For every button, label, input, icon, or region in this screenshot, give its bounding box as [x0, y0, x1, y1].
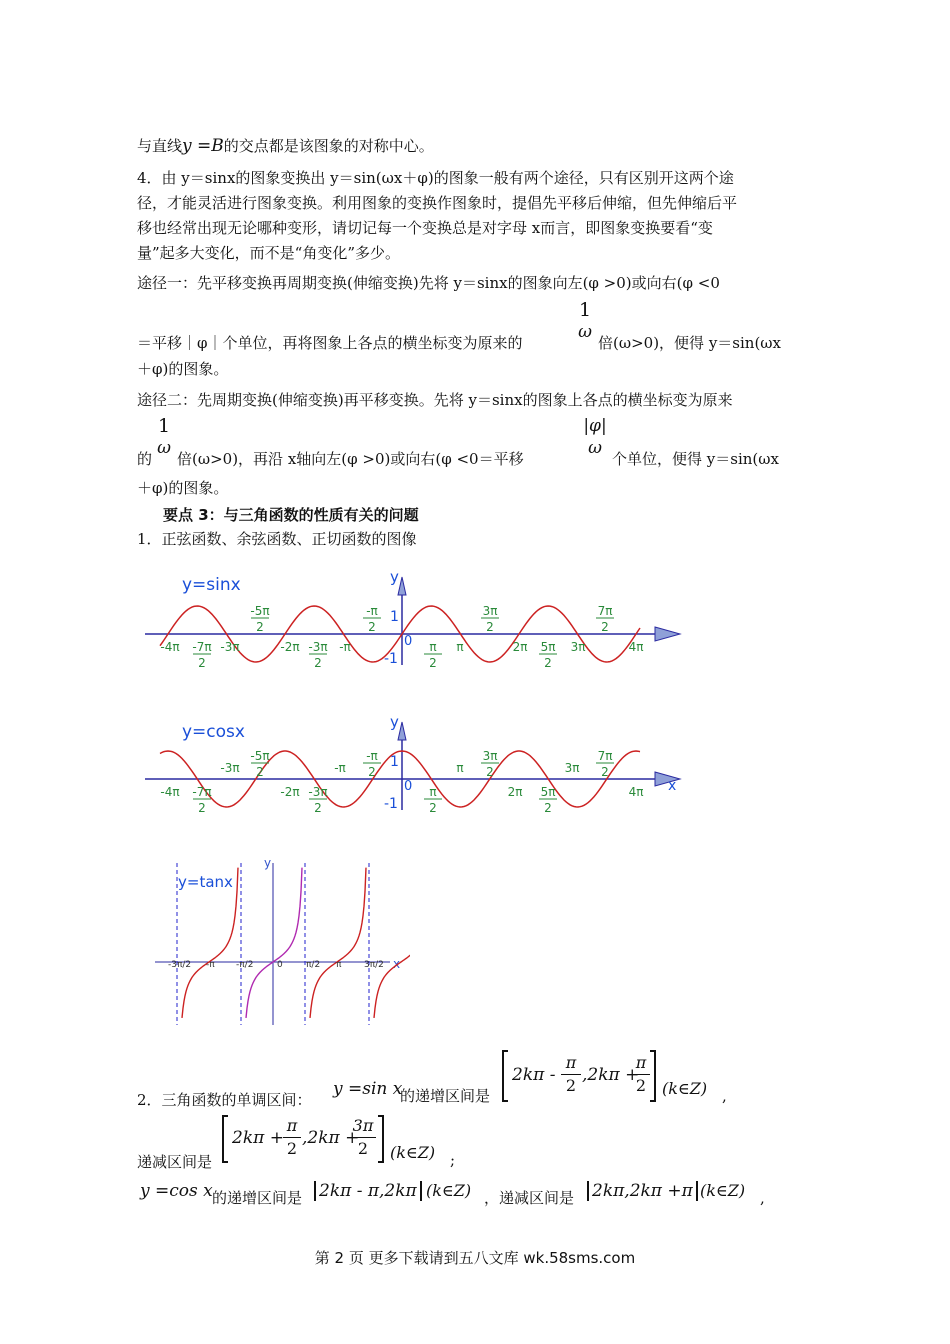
frac-den: ω	[578, 322, 592, 342]
tick-label: -4π	[160, 785, 180, 799]
item4-line1: 4．由 y＝sinx的图象变换出 y＝sin(ωx＋φ)的图象一般有两个途径，只有区别开这两个途	[137, 169, 734, 187]
tick-label: -π	[366, 749, 378, 763]
origin-label: 0	[404, 779, 413, 794]
tick-label: -7π	[192, 640, 212, 654]
y-label: y	[390, 713, 399, 731]
neg-one-label: -1	[384, 651, 398, 667]
tick-label: 3π	[564, 761, 580, 775]
semicolon: ;	[450, 1151, 456, 1169]
cos-graph	[140, 710, 700, 825]
tick-label: -3π	[308, 785, 328, 799]
tick-label: -3π	[220, 640, 240, 654]
one-label: 1	[390, 754, 399, 770]
interval-sin-inc	[502, 1050, 656, 1102]
interval-part: 2kπ +	[232, 1128, 284, 1148]
tick-label: -π	[334, 761, 346, 775]
tick-label-den: 2	[256, 765, 264, 779]
kz-1: (k∈Z)	[662, 1079, 708, 1098]
item1-text: 1．正弦函数、余弦函数、正切函数的图像	[137, 530, 417, 548]
route1-line1: 途径一：先平移变换再周期变换(伸缩变换)先将 y＝sinx的图象向左(φ >0)或向右(φ <0	[137, 274, 720, 292]
tick-label: -5π	[250, 604, 270, 618]
frac	[561, 1052, 581, 1097]
tick-label: 2π	[507, 785, 523, 799]
interval-part: ,2kπ +	[302, 1128, 360, 1148]
tan-tick: -π/2	[236, 960, 254, 970]
route2-line1: 途径二：先周期变换(伸缩变换)再平移变换。先将 y＝sinx的图象上各点的横坐标变为原来	[137, 391, 733, 409]
comma-2: ,	[760, 1189, 765, 1207]
kz-2: (k∈Z)	[390, 1143, 436, 1162]
tick-label-den: 2	[198, 801, 206, 815]
tick-label: π	[429, 785, 437, 799]
route2-line2c: 个单位，便得 y＝sin(ωx	[612, 450, 779, 468]
section-heading: 要点 3：与三角函数的性质有关的问题	[163, 506, 419, 524]
frac-num: 1	[578, 299, 592, 321]
tick-label-den: 2	[198, 656, 206, 670]
sin-label: y=sinx	[182, 575, 241, 595]
tick-label-den: 2	[486, 765, 494, 779]
frac-den: 2	[357, 1139, 369, 1158]
cos-inc: 的递增区间是	[212, 1189, 303, 1207]
page-footer: 第 2 页 更多下载请到五八文库 wk.58sms.com	[314, 1249, 636, 1267]
comma-1: ,	[722, 1087, 727, 1105]
tick-label-den: 2	[368, 620, 376, 634]
cos-dec: ，递减区间是	[484, 1189, 575, 1207]
tan-tick: π	[336, 960, 342, 970]
tick-label: π	[429, 640, 437, 654]
line1-pre: 与直线	[137, 137, 183, 155]
interval-cos-dec: 2kπ,2kπ +π	[587, 1181, 698, 1201]
tick-label: 3π	[482, 604, 498, 618]
route1-line3: ＋φ)的图象。	[137, 360, 229, 378]
route2-fraction	[153, 414, 175, 458]
tan-tick: π/2	[306, 960, 321, 970]
tick-label-den: 2	[256, 620, 264, 634]
tick-label: -2π	[280, 640, 300, 654]
item2-inc: 的递增区间是	[400, 1087, 491, 1105]
item4-line4: 量”起多大变化，而不是“角变化”多少。	[137, 244, 401, 262]
frac-den: 2	[565, 1076, 577, 1095]
tick-label-den: 2	[544, 656, 552, 670]
one-label: 1	[390, 609, 399, 625]
tan-tick: 0	[277, 960, 283, 970]
tick-label-den: 2	[601, 765, 609, 779]
tick-label-den: 2	[314, 801, 322, 815]
route2-line2b: 倍(ω>0)，再沿 x轴向左(φ >0)或向右(φ <0＝平移	[177, 450, 524, 468]
tan-tick: -3π/2	[168, 960, 192, 970]
kz-4: (k∈Z)	[700, 1181, 746, 1200]
tick-label: -4π	[160, 640, 180, 654]
interval-cos-inc: 2kπ - π,2kπ	[314, 1181, 422, 1201]
interval-sin-dec	[222, 1115, 384, 1163]
origin-label: 0	[404, 634, 413, 649]
tick-label: -3π	[308, 640, 328, 654]
tick-label: π	[456, 640, 464, 654]
text-line-1	[137, 136, 434, 156]
tan-tick: -π	[206, 960, 215, 970]
item4-line3: 移也经常出现无论哪种变形，请切记每一个变换总是对字母 x而言，即图象变换要看“变	[137, 219, 713, 237]
tick-label: π	[456, 761, 464, 775]
tick-label-den: 2	[368, 765, 376, 779]
y-label: y	[264, 856, 272, 870]
x-arrow-icon	[655, 627, 680, 641]
tick-label: -π	[366, 604, 378, 618]
route1-fraction	[574, 298, 596, 342]
tick-label-den: 2	[601, 620, 609, 634]
frac-num: 3π	[350, 1115, 376, 1138]
tan-branch	[246, 868, 302, 1018]
route2-fraction-phi	[579, 414, 611, 458]
frac	[283, 1115, 301, 1160]
route2-line3: ＋φ)的图象。	[137, 479, 229, 497]
tick-label: 4π	[628, 640, 644, 654]
item4-line2: 径，才能灵活进行图象变换。利用图象的变换作图象时，提倡先平移后伸缩，但先伸缩后平	[137, 194, 738, 212]
tick-label: 5π	[540, 640, 556, 654]
tick-label-den: 2	[429, 801, 437, 815]
tick-label: -7π	[192, 785, 212, 799]
neg-one-label: -1	[384, 796, 398, 812]
tick-label: -π	[339, 640, 351, 654]
x-label: x	[668, 778, 677, 794]
tick-label-den: 2	[544, 801, 552, 815]
tick-label: 3π	[570, 640, 586, 654]
cos-label: y=cosx	[182, 722, 245, 742]
tan-graph	[150, 855, 410, 1030]
fn-sin: y =sin x	[333, 1079, 403, 1099]
kz-3: (k∈Z)	[426, 1181, 472, 1200]
route1-line2: ＝平移｜φ｜个单位，再将图象上各点的横坐标变为原来的	[137, 334, 523, 352]
sin-graph	[140, 565, 700, 680]
tick-label: 2π	[512, 640, 528, 654]
tan-tick: 3π/2	[364, 960, 384, 970]
tick-label-den: 2	[429, 656, 437, 670]
tan-branch	[374, 868, 410, 1018]
frac	[632, 1052, 650, 1097]
frac-num: 1	[157, 415, 171, 437]
tick-label: 7π	[597, 749, 613, 763]
tick-label: 4π	[628, 785, 644, 799]
frac	[350, 1115, 376, 1160]
frac-den: ω	[588, 438, 602, 458]
y-label: y	[390, 568, 399, 586]
dec-label: 递减区间是	[137, 1153, 213, 1171]
item2-pre: 2．三角函数的单调区间：	[137, 1091, 312, 1109]
tick-label: -2π	[280, 785, 300, 799]
y-arrow-icon	[398, 722, 406, 740]
tick-label: 5π	[540, 785, 556, 799]
y-arrow-icon	[398, 577, 406, 595]
frac-num: |φ|	[583, 416, 607, 436]
fn-cos: y =cos x	[140, 1181, 213, 1201]
frac-den: ω	[157, 438, 171, 458]
tan-label: y=tanx	[178, 873, 233, 891]
frac-den: 2	[635, 1076, 647, 1095]
interval-part: 2kπ -	[512, 1065, 556, 1085]
x-label: x	[393, 957, 401, 971]
tick-label: 3π	[482, 749, 498, 763]
tan-branch	[310, 868, 366, 1018]
route2-line2a: 的	[137, 450, 153, 468]
interval-part: ,2kπ +	[582, 1065, 640, 1085]
frac-num: π	[283, 1115, 301, 1138]
tick-label-den: 2	[314, 656, 322, 670]
line1-math: y =B	[182, 136, 224, 156]
frac-den: 2	[286, 1139, 298, 1158]
tick-label-den: 2	[486, 620, 494, 634]
route1-line2b: 倍(ω>0)，便得 y＝sin(ωx	[598, 334, 781, 352]
frac-num: π	[632, 1052, 650, 1075]
tick-label: -5π	[250, 749, 270, 763]
line1-post: 的交点都是该图象的对称中心。	[223, 137, 434, 155]
frac-num: π	[561, 1052, 581, 1075]
tick-label: 7π	[597, 604, 613, 618]
tick-label: -3π	[220, 761, 240, 775]
